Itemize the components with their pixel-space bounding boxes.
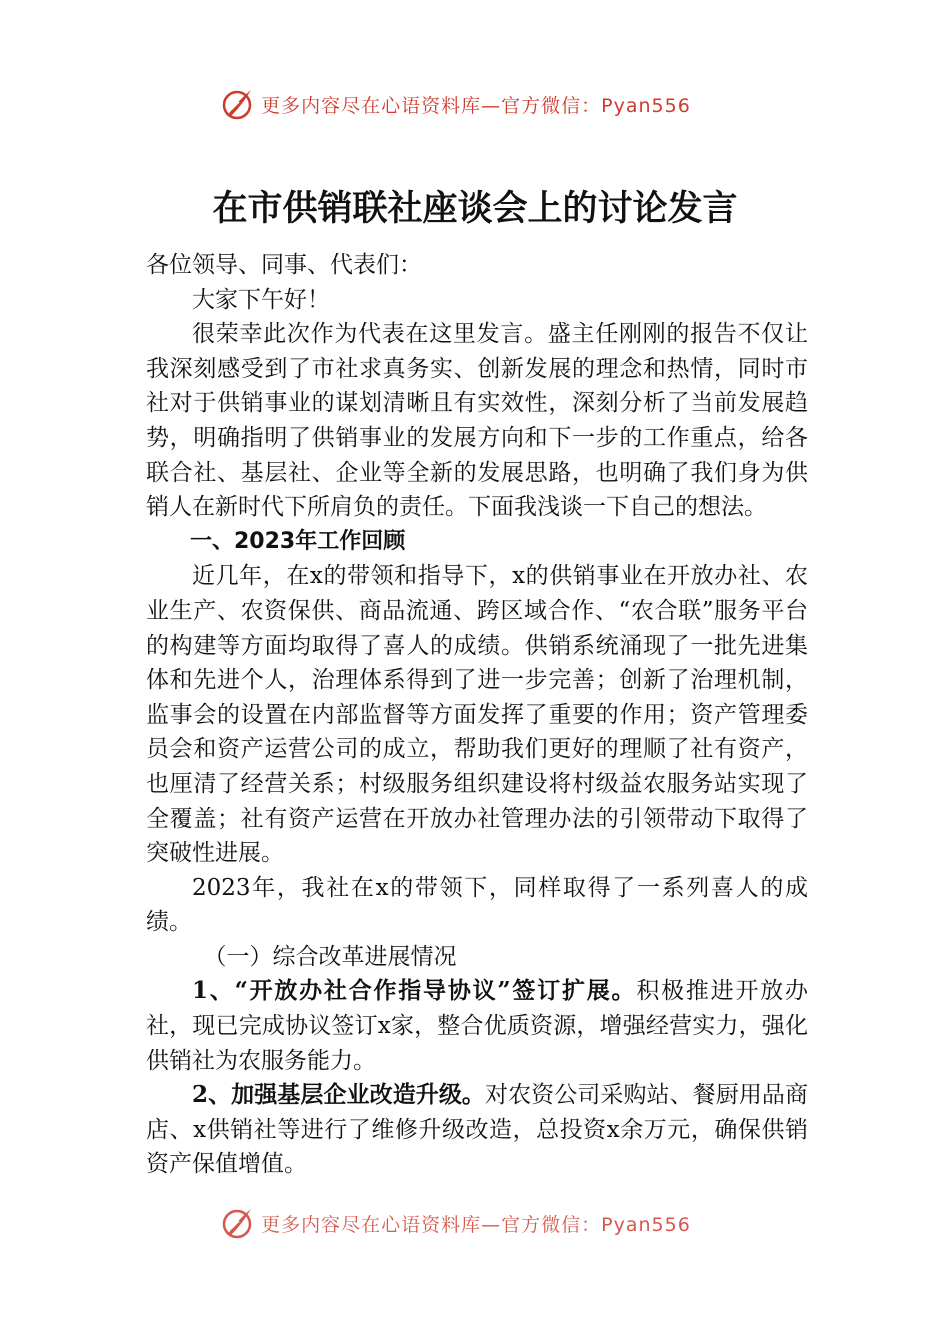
quill-logo-icon [219, 86, 255, 122]
quill-logo-icon [219, 1205, 255, 1241]
banner-text: 更多内容尽在心语资料库—官方微信：Pyan556 [261, 1213, 691, 1236]
item-text: 对农资公司采购站、餐厨用品商店、x供销社等进行了维修升级改造，总投资x余万元，确保供销资产保值增值。 [146, 1082, 808, 1178]
paragraph-review: 近几年，在x的带领和指导下，x的供销事业在开放办社、农业生产、农资保供、商品流通、跨区域合作、“农合联”服务平台的构建等方面均取得了喜人的成绩。供销系统涌现了一批先进集体和先进个人，治理体系得到了进一步完善；创新了治理机制，监事会的设置在内部监督等方面发挥了重要的作用；资产管理委员会和资产运营公司的成立，帮助我们更好的理顺了社有资产，也厘清了经营关系；村级服务组织建设将村级益农服务站实现了全覆盖；社有资产运营在开放办社管理办法的引领带动下取得了突破性进展。 [146, 563, 808, 867]
list-item [146, 1078, 808, 1182]
section-heading: 一、2023年工作回顾 [190, 528, 406, 554]
header-watermark-banner [0, 84, 950, 124]
list-item [146, 974, 808, 1078]
greeting: 大家下午好！ [192, 286, 330, 313]
item-heading: 2、加强基层企业改造升级。 [192, 1081, 485, 1109]
footer-watermark-banner [0, 1205, 950, 1241]
paragraph-intro: 很荣幸此次作为代表在这里发言。盛主任刚刚的报告不仅让我深刻感受到了市社求真务实、创新发展的理念和热情，同时市社对于供销事业的谋划清晰且有实效性，深刻分析了当前发展趋势，明确指明了供销事业的发展方向和下一步的工作重点，给各联合社、基层社、企业等全新的发展思路，也明确了我们身为供销人在新时代下所肩负的责任。下面我浅谈一下自己的想法。 [146, 321, 808, 521]
paragraph-2023: 2023年，我社在x的带领下，同样取得了一系列喜人的成绩。 [146, 874, 808, 936]
subsection-heading: （一）综合改革进展情况 [203, 943, 457, 970]
salutation: 各位领导、同事、代表们： [146, 252, 422, 278]
banner-text: 更多内容尽在心语资料库—官方微信：Pyan556 [261, 94, 691, 117]
item-text: 积极推进开放办社，现已完成协议签订x家，整合优质资源，增强经营实力，强化供销社为农服务能力。 [146, 978, 808, 1074]
document-body [146, 248, 808, 1182]
document-title: 在市供销联社座谈会上的讨论发言 [212, 188, 738, 229]
item-heading: 1、“开放办社合作指导协议”签订扩展。 [192, 977, 637, 1005]
